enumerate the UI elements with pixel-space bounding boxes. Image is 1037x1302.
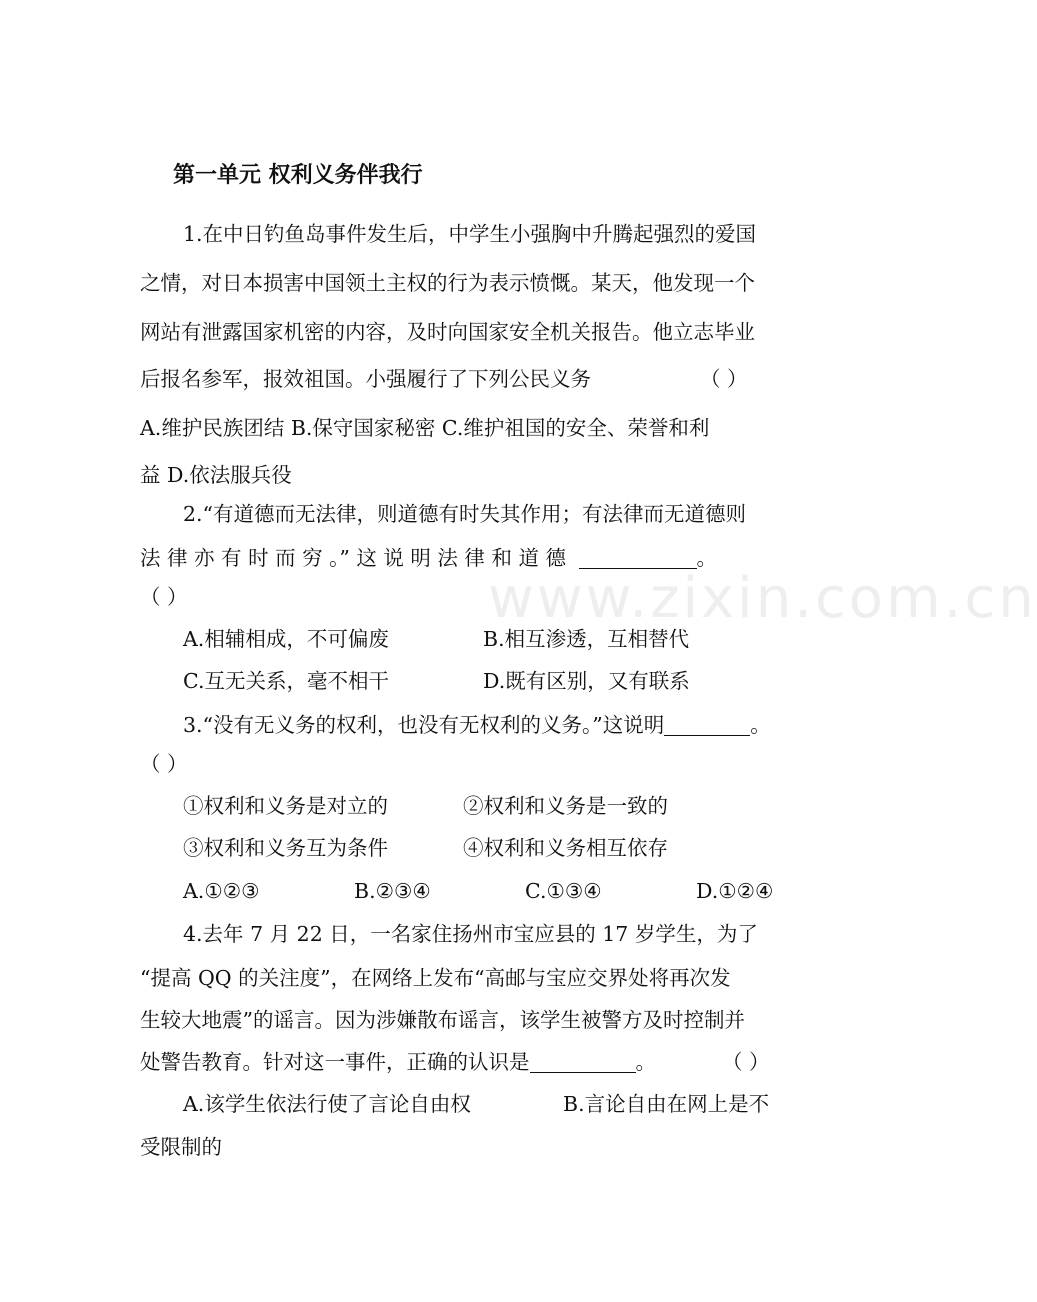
q4-period: 。 (635, 1050, 656, 1074)
q2-line-1: 2.“有道德而无法律，则道德有时失其作用；有法律而无道德则 (183, 502, 747, 526)
q4-option-a: A.该学生依法行使了言论自由权 (183, 1092, 471, 1116)
q4-line-4 (140, 1050, 656, 1074)
q4-line-1: 4.去年 7 月 22 日，一名家住扬州市宝应县的 17 岁学生，为了 (183, 922, 758, 946)
q2-line-2 (140, 546, 717, 570)
q4-option-b: B.言论自由在网上是不 (563, 1092, 770, 1116)
q4-line-2: “提高 QQ 的关注度”，在网络上发布“高邮与宝应交界处将再次发 (140, 966, 731, 990)
q2-period: 。 (696, 546, 718, 570)
q3-line-1-text: 3.“没有无义务的权利，也没有无权利的义务。”这说明 (183, 713, 665, 737)
q4-answer-paren: （ ） (722, 1050, 770, 1074)
q1-line-1: 1.在中日钓鱼岛事件发生后，中学生小强胸中升腾起强烈的爱国 (183, 222, 757, 246)
q3-option-c: C.①③④ (525, 879, 602, 903)
q2-line-2-text: 法 律 亦 有 时 而 穷 。” 这 说 明 法 律 和 道 德 (140, 546, 566, 570)
q2-option-d: D.既有区别，又有联系 (483, 669, 690, 693)
q4-line-3: 生较大地震”的谣言。因为涉嫌散布谣言，该学生被警方及时控制并 (140, 1008, 745, 1032)
q3-option-b: B.②③④ (354, 879, 431, 903)
q1-options-line-2: 益 D.依法服兵役 (140, 463, 292, 487)
q3-answer-blank (664, 715, 750, 736)
q1-line-2: 之情，对日本损害中国领土主权的行为表示愤慨。某天，他发现一个 (140, 271, 755, 295)
q2-option-a: A.相辅相成，不可偏废 (183, 627, 389, 651)
unit-title: 第一单元 权利义务伴我行 (173, 163, 423, 188)
q3-item-2: ②权利和义务是一致的 (463, 794, 668, 818)
q4-option-b-continued: 受限制的 (140, 1135, 222, 1159)
q1-answer-paren: （ ） (700, 367, 748, 391)
q1-line-4: 后报名参军，报效祖国。小强履行了下列公民义务 (140, 367, 591, 391)
q4-line-4-text: 处警告教育。针对这一事件，正确的认识是 (140, 1050, 530, 1074)
q2-option-b: B.相互渗透，互相替代 (483, 627, 690, 651)
watermark: www.zixin.com.cn (488, 566, 1037, 631)
q2-option-c: C.互无关系，毫不相干 (183, 669, 389, 693)
q3-line-1 (183, 713, 771, 737)
q2-answer-paren: （ ） (140, 585, 188, 609)
q3-period: 。 (750, 713, 771, 737)
q2-answer-blank (579, 548, 697, 569)
q3-item-4: ④权利和义务相互依存 (463, 836, 668, 860)
q3-option-d: D.①②④ (696, 879, 774, 903)
q3-answer-paren: （ ） (140, 752, 188, 776)
q3-option-a: A.①②③ (183, 879, 260, 903)
q1-line-3: 网站有泄露国家机密的内容，及时向国家安全机关报告。他立志毕业 (140, 320, 755, 344)
q4-answer-blank (530, 1052, 636, 1073)
q3-item-1: ①权利和义务是对立的 (183, 794, 388, 818)
q1-options-line-1: A.维护民族团结 B.保守国家秘密 C.维护祖国的安全、荣誉和利 (140, 416, 710, 440)
q3-item-3: ③权利和义务互为条件 (183, 836, 388, 860)
